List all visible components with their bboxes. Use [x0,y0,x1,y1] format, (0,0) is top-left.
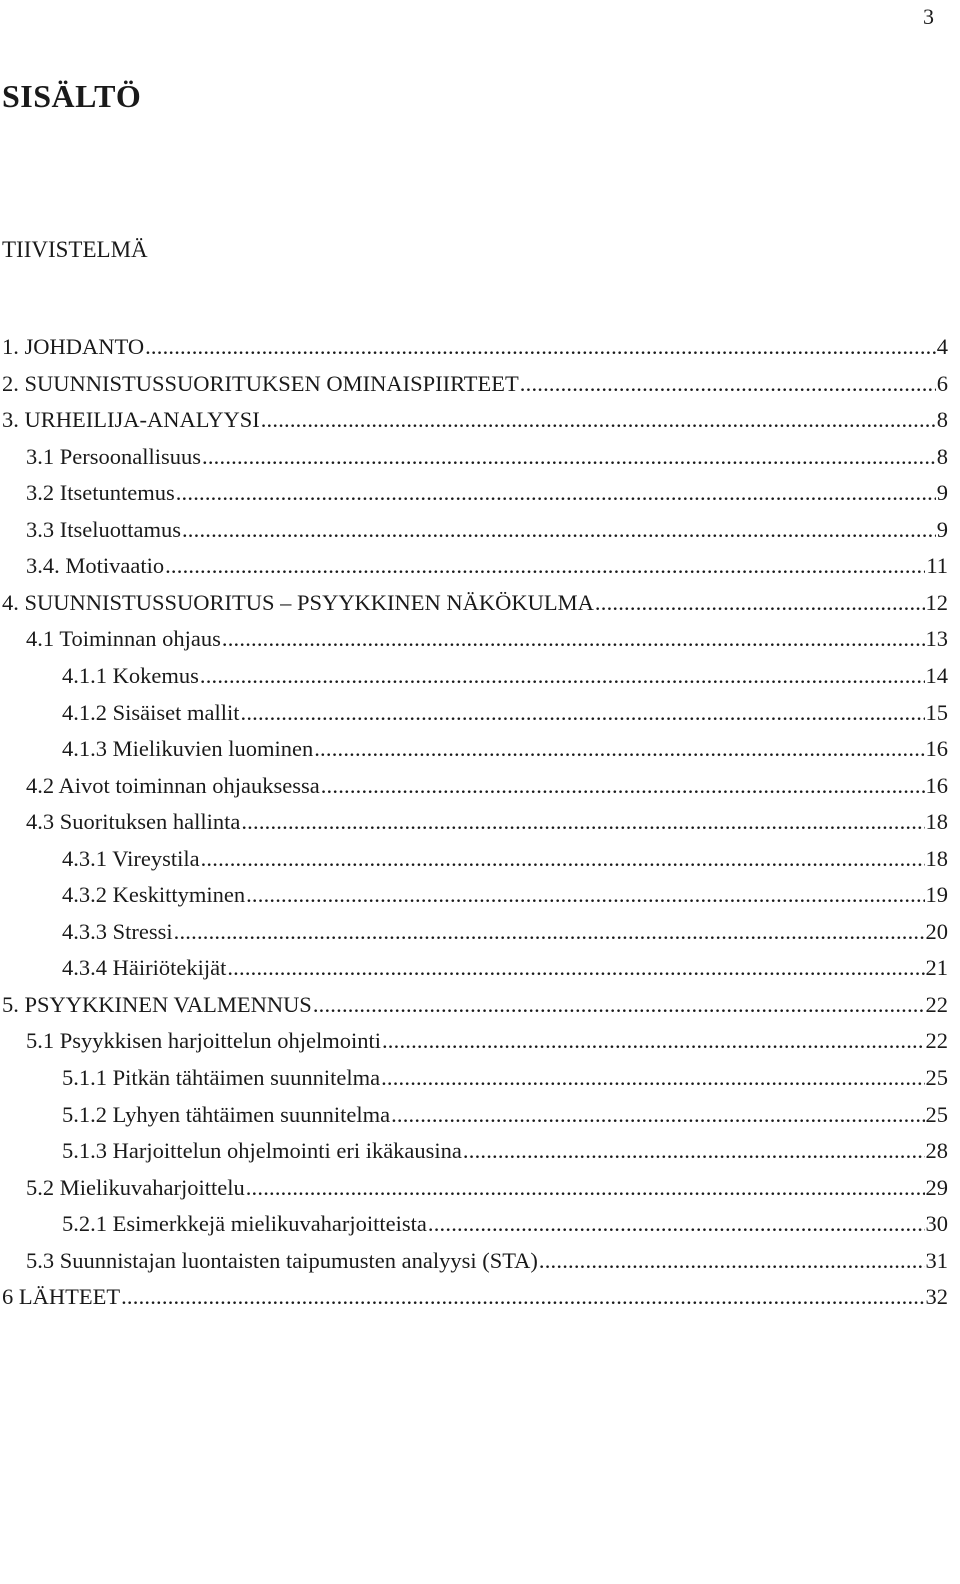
toc-entry[interactable] [0,626,948,656]
toc-entry-page: 8 [936,407,948,432]
toc-entry-page: 15 [925,700,948,725]
dot-leader [520,371,936,397]
toc-entry-page: 20 [925,919,948,944]
toc-entry-page: 16 [925,773,948,798]
dot-leader [200,663,925,689]
toc-entry-page: 13 [925,626,948,651]
toc-entry[interactable] [0,480,948,510]
toc-entry[interactable] [0,700,948,730]
toc-entry-page: 32 [925,1284,948,1309]
toc-entry-page: 8 [936,444,948,469]
toc-entry-label: 4.1.3 Mielikuvien luominen [62,736,314,761]
toc-entry-label: 5.1 Psyykkisen harjoittelun ohjelmointi [26,1028,381,1053]
toc-entry-label: 4.2 Aivot toiminnan ohjauksessa [26,773,320,798]
toc-entry[interactable] [0,773,948,803]
toc-title: SISÄLTÖ [2,78,142,114]
abstract-heading: TIIVISTELMÄ [2,237,148,262]
toc-entry-label: 4.3.4 Häiriötekijät [62,955,227,980]
dot-leader [121,1284,924,1310]
toc-entry[interactable] [0,1102,948,1132]
page-number: 3 [923,4,934,29]
toc-entry[interactable] [0,444,948,474]
dot-leader [227,955,924,981]
dot-leader [246,882,924,908]
toc-entry-label: 4.3.2 Keskittyminen [62,882,246,907]
dot-leader [261,407,936,433]
toc-entry-label: 4.3.3 Stressi [62,919,173,944]
toc-entry-page: 30 [925,1211,948,1236]
toc-entry[interactable] [0,590,948,620]
toc-entry-page: 18 [925,809,948,834]
dot-leader [202,444,936,470]
dot-leader [165,553,925,579]
toc-entry-label: 5.1.1 Pitkän tähtäimen suunnitelma [62,1065,381,1090]
toc-entry[interactable] [0,919,948,949]
toc-entry[interactable] [0,517,948,547]
toc-entry-page: 21 [925,955,948,980]
dot-leader [176,480,936,506]
toc-entry-label: 5. PSYYKKINEN VALMENNUS [2,992,312,1017]
toc-entry-page: 31 [925,1248,948,1273]
toc-entry-label: 3.4. Motivaatio [26,553,165,578]
dot-leader [241,809,924,835]
toc-entry[interactable] [0,663,948,693]
toc-entry-page: 18 [925,846,948,871]
toc-entry[interactable] [0,334,948,364]
toc-entry-label: 2. SUUNNISTUSSUORITUKSEN OMINAISPIIRTEET [2,371,519,396]
toc-entry[interactable] [0,992,948,1022]
toc-entry-page: 14 [925,663,948,688]
toc-entry-page: 19 [925,882,948,907]
toc-entry-page: 4 [936,334,948,359]
dot-leader [241,700,925,726]
toc-entry-label: 3.1 Persoonallisuus [26,444,202,469]
toc-entry-label: 4.1.1 Kokemus [62,663,199,688]
toc-entry-page: 9 [936,480,948,505]
toc-entry-label: 5.3 Suunnistajan luontaisten taipumusten analyysi (STA) [26,1248,538,1273]
dot-leader [321,773,925,799]
toc-entry[interactable] [0,553,948,583]
toc-entry-page: 25 [925,1065,948,1090]
dot-leader [428,1211,925,1237]
dot-leader [313,992,925,1018]
toc-entry-label: 6 LÄHTEET [2,1284,121,1309]
toc-entry-label: 3.2 Itsetuntemus [26,480,175,505]
toc-entry[interactable] [0,407,948,437]
dot-leader [182,517,936,543]
toc-entry[interactable] [0,1248,948,1278]
dot-leader [382,1028,925,1054]
toc-entry[interactable] [0,809,948,839]
dot-leader [201,846,925,872]
toc-entry-label: 4.3.1 Vireystila [62,846,200,871]
toc-entry[interactable] [0,1028,948,1058]
toc-entry-page: 12 [925,590,948,615]
toc-entry-label: 4.1.2 Sisäiset mallit [62,700,240,725]
toc-entry-label: 5.2.1 Esimerkkejä mielikuvaharjoitteista [62,1211,427,1236]
toc-entry-label: 3. URHEILIJA-ANALYYSI [2,407,260,432]
dot-leader [246,1175,925,1201]
toc-entry[interactable] [0,955,948,985]
toc-entry[interactable] [0,736,948,766]
toc-entry-page: 25 [925,1102,948,1127]
toc-entry[interactable] [0,1211,948,1241]
toc-entry-page: 22 [925,992,948,1017]
dot-leader [314,736,924,762]
toc-entry-page: 6 [936,371,948,396]
toc-entry[interactable] [0,846,948,876]
toc-entry[interactable] [0,882,948,912]
toc-entry-label: 4.3 Suorituksen hallinta [26,809,241,834]
toc-entry[interactable] [0,1175,948,1205]
dot-leader [381,1065,924,1091]
toc-entry-page: 11 [926,553,948,578]
toc-entry-page: 22 [925,1028,948,1053]
toc-entry-page: 28 [925,1138,948,1163]
dot-leader [174,919,925,945]
toc-entry-label: 4. SUUNNISTUSSUORITUS – PSYYKKINEN NÄKÖKULMA [2,590,594,615]
toc-entry[interactable] [0,1138,948,1168]
toc-entry[interactable] [0,1065,948,1095]
dot-leader [145,334,936,360]
toc-entry-label: 1. JOHDANTO [2,334,145,359]
dot-leader [595,590,925,616]
toc-entry[interactable] [0,1284,948,1314]
toc-entry[interactable] [0,371,948,401]
dot-leader [222,626,925,652]
toc-entry-page: 29 [925,1175,948,1200]
dot-leader [391,1102,924,1128]
toc-entry-label: 4.1 Toiminnan ohjaus [26,626,221,651]
toc-entry-label: 5.1.2 Lyhyen tähtäimen suunnitelma [62,1102,391,1127]
toc-entry-label: 3.3 Itseluottamus [26,517,181,542]
toc-entry-page: 16 [925,736,948,761]
toc-entry-label: 5.1.3 Harjoittelun ohjelmointi eri ikäkausina [62,1138,462,1163]
dot-leader [463,1138,925,1164]
dot-leader [539,1248,925,1274]
toc-entry-page: 9 [936,517,948,542]
toc-entry-label: 5.2 Mielikuvaharjoittelu [26,1175,245,1200]
